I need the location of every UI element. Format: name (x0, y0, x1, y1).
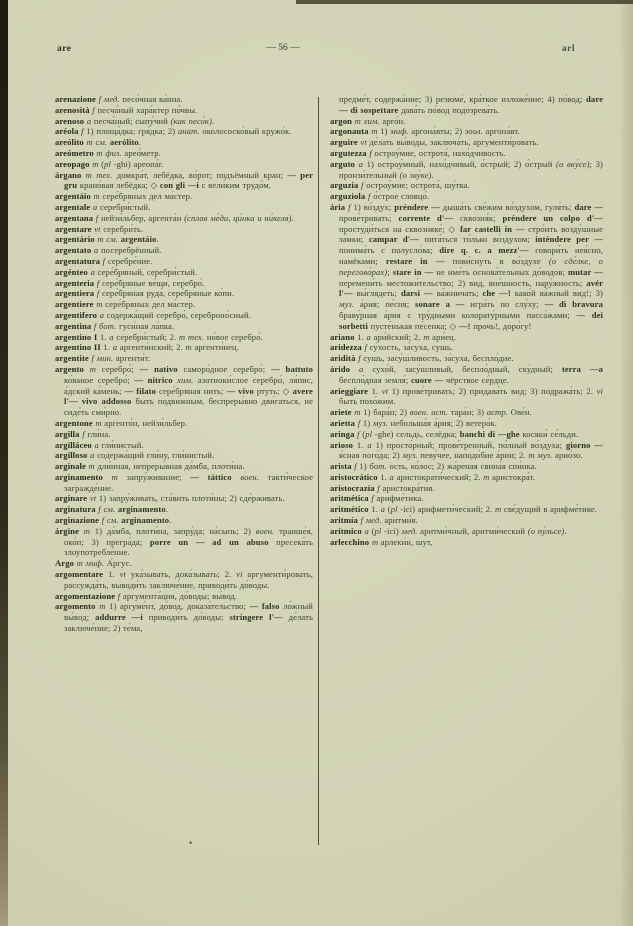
dictionary-entry: arista f 1) бот. ость, ко́лос; 2) жа́реная свина́я спи́нка. (330, 461, 537, 472)
dictionary-entry: árido a сухо́й, засу́шливый, беспло́дный, ску́дный; terra —a беспло́дная земля́; cuore — чёрствое се́рдце. (330, 363, 603, 385)
dictionary-entry: areólito m см. aerólito. (55, 137, 142, 148)
dictionary-entry: argomentazione f аргумента́ция, до́воды; вы́вод. (55, 590, 238, 601)
headword: aritmía (330, 515, 358, 526)
headword: argon (330, 115, 352, 126)
dictionary-entry: arguire vt де́лать вы́воды, заключа́ть, аргументи́ровать. (330, 137, 539, 148)
dictionary-entry: arioso 1. a 1) просто́рный; прове́тренный, по́лный во́здуха; giorno — я́сная пого́да; 2) муз. певу́чее, наподо́бие а́рии; 2. m муз. арио́зо. (330, 439, 603, 461)
headword: arenosità (55, 104, 90, 115)
headword: areólito (55, 137, 84, 148)
headword: arenazione (55, 94, 96, 104)
headword: árgano (55, 169, 82, 180)
dictionary-entry: arguziola f о́строе словцо́. (330, 191, 430, 202)
dictionary-entry: arenosità f песча́ный хара́ктер по́чвы. (55, 104, 198, 115)
dictionary-entry: argenteria f сере́бряные ве́щи, серебро́. (55, 277, 205, 288)
book-spine-shadow (0, 0, 8, 926)
headword: aristocrático (330, 471, 378, 482)
dictionary-entry: argentário m см. argentáio. (55, 234, 159, 245)
headword: arguziola (330, 191, 366, 202)
dictionary-entry: arlecchino m арлеки́н, шут, (330, 536, 433, 547)
headword: argilláceo (55, 439, 92, 450)
headword: arenoso (55, 115, 85, 126)
headword: arginatura (55, 504, 96, 515)
headword: argentale (55, 201, 91, 212)
dictionary-entry: árgano m тех. домкра́т, лебёдка, во́рот; подъёмный кран; — per gru крано́вая лебёдка; ◇ con gli —i с вели́ким трудо́м. (55, 169, 313, 191)
headword: argentino II (55, 342, 101, 353)
dictionary-entry: aritmética f арифме́тика. (330, 493, 424, 504)
headword: argilla (55, 428, 80, 439)
headword: argentato (55, 245, 92, 256)
headword: areopago (55, 158, 90, 169)
dictionary-entry: árgine m 1) да́мба, плоти́на, запру́да; на́сыпь; 2) воен. транше́я, око́п; 3) прегра́да; porre un — ad un abuso пресека́ть злоупотребле́ние. (55, 525, 313, 558)
printer-mark-dot: • (189, 838, 193, 848)
headword: árido (330, 363, 351, 374)
headword: arlecchino (330, 536, 370, 547)
headword: arítmico (330, 525, 362, 536)
page-header (0, 44, 633, 58)
dictionary-entry: arguzia f остроу́мие; острота́, шу́тка. (330, 180, 470, 191)
headword: aritmética (330, 493, 369, 504)
dictionary-entry: arietta f 1) муз. небольша́я а́рия; 2) ветеро́к. (330, 417, 498, 428)
dictionary-entry: argentatura f серебре́ние. (55, 255, 153, 266)
dictionary-entry: aréola f 1) площа́дка; гря́дка; 2) анат. околососко́вый кружо́к. (55, 126, 292, 137)
headword: argomentazione (55, 590, 116, 601)
dictionary-entry: argon m хим. арго́н. (330, 115, 406, 126)
headword: argento (55, 363, 84, 374)
headword: argentina (55, 320, 92, 331)
dictionary-entry: argentare vt серебри́ть. (55, 223, 144, 234)
headword: arieggiare (330, 385, 369, 396)
headword: aréola (55, 126, 79, 137)
headword: aristocrazía (330, 482, 375, 493)
dictionary-entry: arítmico a (pl -ici) мед. аритми́чный, аритми́ческий (о пу́льсе). (330, 525, 567, 536)
headword: arguto (330, 158, 355, 169)
dictionary-entry: argentato a посеребрённый. (55, 245, 162, 256)
dictionary-entry: argonauta m 1) миф. аргона́вты; 2) зоол. аргона́вт. (330, 126, 520, 137)
dictionary-entry: argentiere m сере́бряных дел ма́стер. (55, 299, 196, 310)
headword: argomento (55, 601, 96, 612)
dictionary-entry: arginale m дли́нная, непреры́вная да́мба, плоти́на. (55, 461, 245, 472)
dictionary-entry: arginatura f см. arginamento. (55, 504, 168, 515)
dictionary-entry: argentite f мин. аргенти́т. (55, 353, 151, 364)
dictionary-entry: arginamento m запру́живание; — táttico воен. такти́ческое загражде́ние. (55, 471, 313, 493)
dictionary-entry: aristocrático 1. a аристократи́ческий; 2. m аристокра́т. (330, 471, 536, 482)
headword: arietta (330, 417, 356, 428)
headword: argentana (55, 212, 94, 223)
headword: argentiere (55, 299, 94, 310)
headword: ária (330, 201, 346, 212)
headword: arista (330, 461, 352, 472)
dictionary-entry: aringa f (pl -ghe) сельдь, селёдка; banchi di —ghe косяки́ се́льди. (330, 428, 579, 439)
guide-word-left: are (57, 44, 72, 54)
headword: aridezza (330, 342, 362, 353)
headword: arioso (330, 439, 354, 450)
headword: arguire (330, 137, 358, 148)
headword: argentáio (55, 191, 91, 202)
dictionary-entry: arenoso a песча́ный; сыпу́чий (как песо́к). (55, 115, 215, 126)
headword: arginale (55, 461, 86, 472)
headword: argutezza (330, 147, 367, 158)
headword: argentifero (55, 309, 97, 320)
dictionary-entry: argilláceo a гли́нистый. (55, 439, 144, 450)
headword: arginamento (55, 471, 103, 482)
dictionary-entry: aritmético 1. a (pl -ici) арифмети́ческий; 2. m све́дущий в арифме́тике. (330, 504, 598, 515)
headword: argénteo (55, 266, 88, 277)
column-left (55, 94, 313, 856)
dictionary-entry: aristocrazía f аристокра́тия. (330, 482, 435, 493)
dictionary-entry: argentifero a содержа́щий серебро́, сереброно́сный. (55, 309, 251, 320)
headword: argenteria (55, 277, 95, 288)
page-top-edge (296, 0, 633, 4)
dictionary-entry: argentale a серебри́стый. (55, 201, 151, 212)
dictionary-entry: areómetro m физ. арео́метр. (55, 147, 161, 158)
headword: arguzia (330, 180, 359, 191)
dictionary-entry: arginare vt 1) запру́живать, ста́вить плоти́ны; 2) сде́рживать. (55, 493, 285, 504)
dictionary-entry: argentáio m сере́бряных дел ма́стер. (55, 191, 193, 202)
guide-word-right: arl (561, 44, 575, 54)
dictionary-entry: предме́т, содержа́ние; 3) резюме́, кра́ткое изложе́ние; 4) по́вод; dare — di sospettare дава́ть по́вод подозрева́ть. (339, 94, 603, 115)
dictionary-entry: argentino I 1. a серебри́стый; 2. m тех. но́вое серебро́. (55, 331, 263, 342)
dictionary-entry: argentina f бот. гуси́ная ла́пка. (55, 320, 175, 331)
dictionary-entry: argilloso a содержа́щий гли́ну, гли́нистый. (55, 450, 215, 461)
dictionary-entry: aridità f сушь, засу́шливость, за́суха, беспло́дие. (330, 353, 514, 364)
headword: aritmético (330, 504, 369, 515)
headword: ariano (330, 331, 355, 342)
headword: Argo (55, 558, 75, 569)
dictionary-entry: ariano 1. a ари́йский; 2. m ари́ец. (330, 331, 457, 342)
headword: argentite (55, 353, 89, 364)
dictionary-entry: aridezza f су́хость, за́суха, сушь. (330, 342, 454, 353)
column-divider-rule (318, 97, 319, 845)
dictionary-entry: ariete m 1) бара́н; 2) воен. ист. тара́н; 3) астр. Ове́н. (330, 407, 532, 418)
headword: ariete (330, 407, 352, 418)
dictionary-entry: areopago m (pl -ghi) ареопа́г. (55, 158, 164, 169)
headword: árgine (55, 525, 79, 536)
headword: argentiera (55, 288, 95, 299)
dictionary-entry: argomento m 1) аргуме́нт, до́вод, доказа́тельство; — falso ло́жный вы́вод; addurre —i приводи́ть до́воды; stringere l'— де́лать заключе́ние; 2) те́ма, (55, 601, 313, 634)
dictionary-entry: arenazione f мед. песо́чная ва́нна. (55, 94, 183, 104)
headword: argentino I (55, 331, 98, 342)
dictionary-entry: argomentare 1. vt ука́зывать, дока́зывать; 2. vi аргументи́ровать, рассужда́ть, выводи́ть заключе́ние, приводи́ть до́воды. (55, 569, 313, 590)
headword: argilloso (55, 450, 88, 461)
dictionary-entry: arguto a 1) остроу́мный, нахо́дчивый, о́стрый; 2) о́стрый (о вку́се); 3) пронзи́тельный (о зву́ке). (330, 158, 603, 180)
headword: aringa (330, 428, 355, 439)
headword: arginazione (55, 515, 100, 526)
dictionary-entry: Argo m миф. А́ргус. (55, 558, 132, 569)
page-number: — 56 — (266, 43, 300, 53)
headword: argentone (55, 417, 93, 428)
dictionary-entry: argutezza f остроу́мие, острота́, нахо́дчивость. (330, 147, 506, 158)
headword: argonauta (330, 126, 369, 137)
headword: argomentare (55, 569, 104, 580)
headword: argentatura (55, 255, 101, 266)
dictionary-entry: argentiera f сере́бряная руда́, сере́бряные ко́пи. (55, 288, 235, 299)
dictionary-entry: argilla f гли́на. (55, 428, 111, 439)
dictionary-entry: argento m серебро́; — nativo саморо́дное серебро́; — battuto ко́ваное серебро́; — nitrico хим. азотноки́слое серебро́, ля́пис, а́дский ка́мень; — filato сере́бряная нить; — vivo ртуть; ◇ avere l'— vivo addosso быть подви́жным, беспреры́вно дви́гаться, не сиде́ть сми́рно. (55, 363, 313, 418)
dictionary-entry: argentone m аргенто́н, нейзи́льбер. (55, 417, 188, 428)
dictionary-entry: argentana f нейзи́льбер, аргента́н (сплав ме́ди, ци́нка и ни́келя). (55, 212, 294, 223)
dictionary-entry: ária f 1) во́здух; préndere — дыша́ть све́жим во́здухом, гуля́ть; dare — прове́тривать; corrente d'— сквозня́к; préndere un colpo d'— простуди́ться на сквозняке́; ◇ far castelli in — стро́ить возду́шные за́мки; campar d'— пита́ться то́лько во́здухом; inténdere per — понима́ть с полусло́ва; dire q. c. a mezz'— говори́ть нея́сно, намёками; restare in — пови́снуть в во́здухе (о сде́лке, о перегово́рах); stare in — не име́ть основа́тельных до́водов; mutar — перемени́ть местожи́тельство; 2) вид, вне́шность, нару́жность; avér l'— вы́глядеть; darsi — ва́жничать; che —! како́й ва́жный вид!; 3) муз. а́рия; пе́сня; sonare a — игра́ть по слу́ху; — di bravura браву́рная а́рия с тру́дными колорату́рными пасса́жами; — dei sorbetti пусте́нькая пе́сенка; ◇ —! прочь!, доро́гу! (330, 201, 603, 331)
dictionary-entry: arginazione f см. arginamento. (55, 515, 172, 526)
dictionary-entry: argentino II 1. a аргенти́нский; 2. m аргенти́нец. (55, 342, 239, 353)
headword: arginare (55, 493, 88, 504)
dictionary-entry: aritmía f мед. аритми́я. (330, 515, 418, 526)
headword: argentare (55, 223, 92, 234)
headword: aridità (330, 353, 356, 364)
column-right (330, 94, 603, 856)
headword: areómetro (55, 147, 94, 158)
dictionary-entry: argénteo a сере́бряный, серебри́стый. (55, 266, 198, 277)
headword: argentário (55, 234, 95, 245)
dictionary-entry: arieggiare 1. vt 1) прове́тривать; 2) придава́ть вид; 3) подража́ть; 2. vi быть похо́жим. (330, 385, 603, 407)
